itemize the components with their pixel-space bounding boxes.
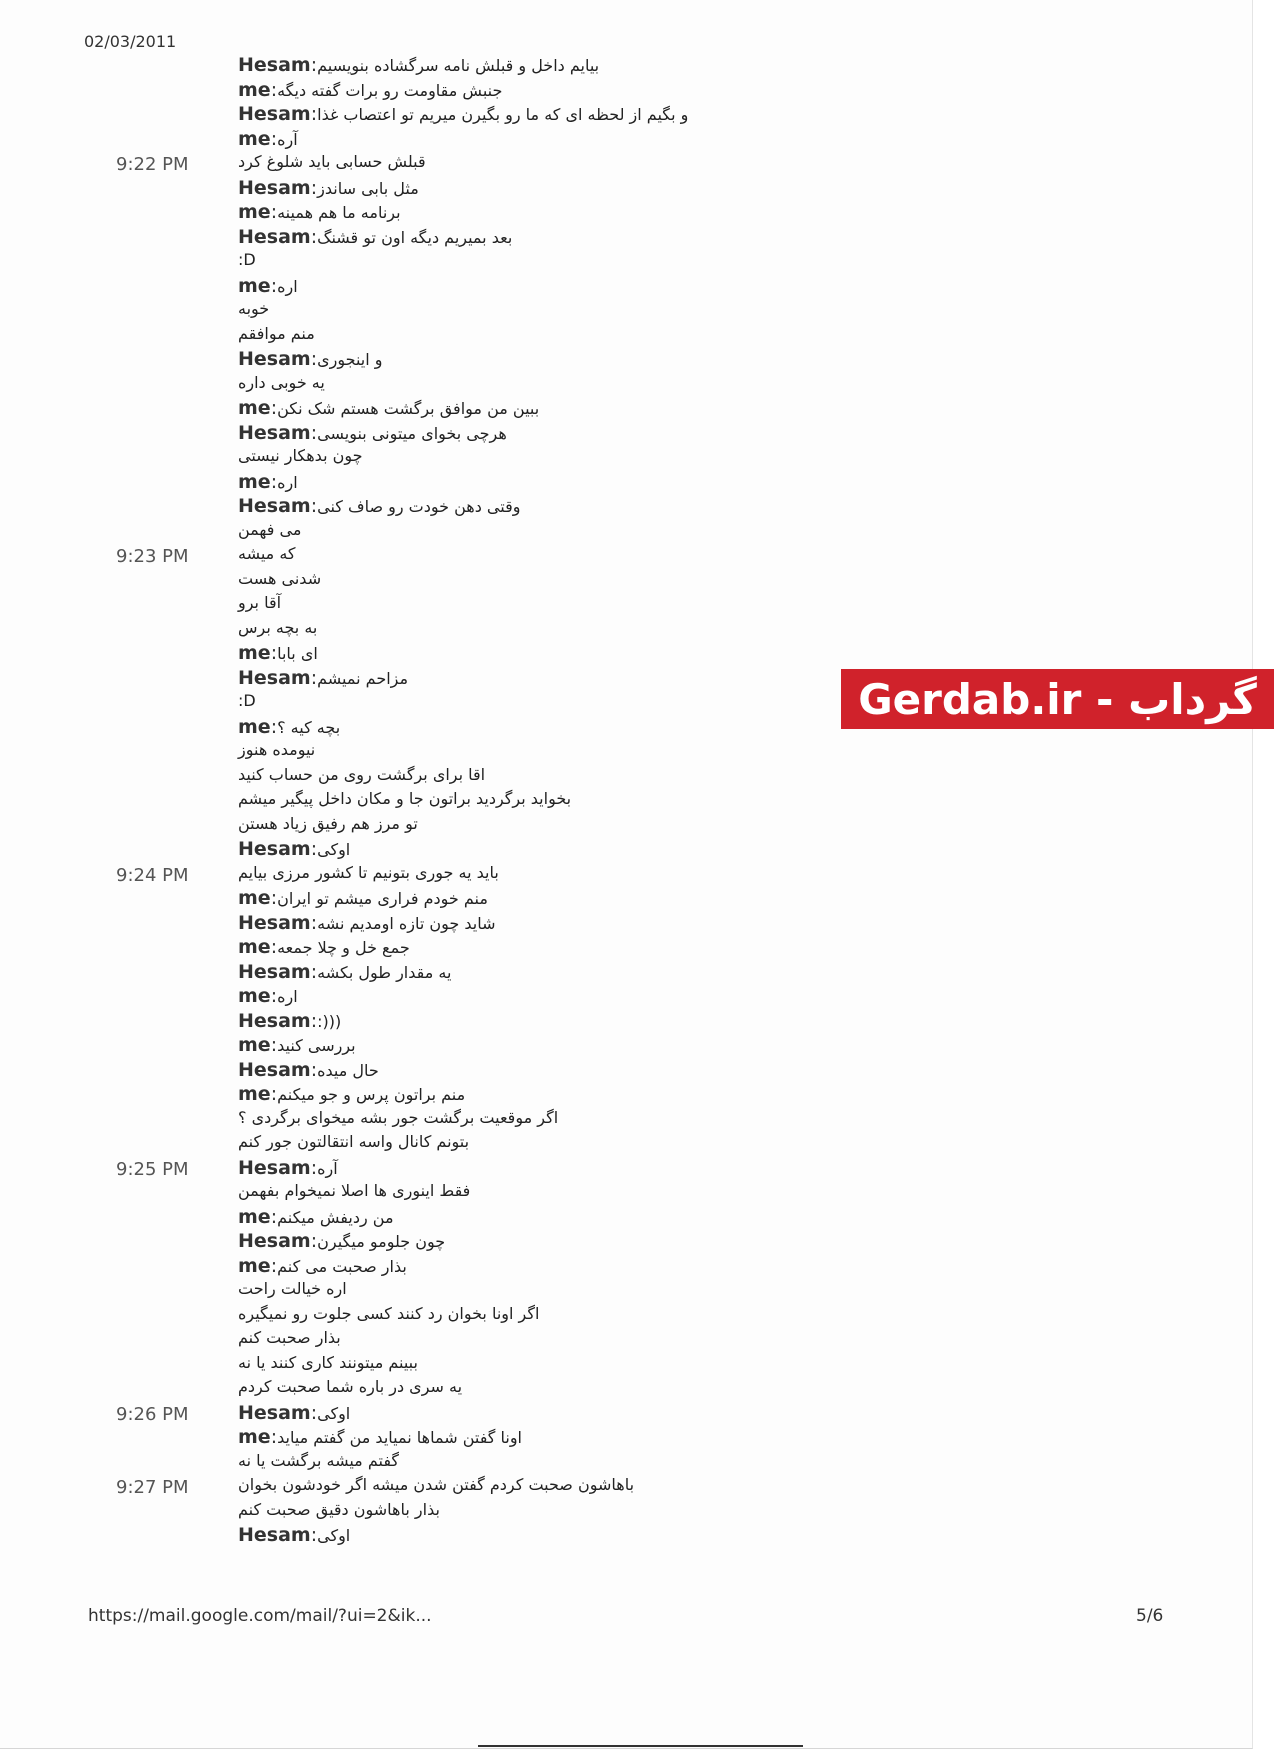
speaker-label: Hesam — [238, 348, 311, 370]
message-text: بذار صحبت کنم — [238, 1328, 341, 1347]
message-text: بخواید برگردید براتون جا و مکان داخل پیگیر میشم — [238, 789, 572, 808]
message-text: آقا برو — [238, 593, 282, 612]
chat-row — [0, 420, 760, 445]
message-line — [238, 201, 401, 223]
message-line — [238, 1402, 350, 1424]
chat-row — [0, 371, 760, 396]
chat-row — [0, 469, 760, 494]
speaker-label: Hesam — [238, 838, 311, 860]
speaker-name — [238, 1157, 317, 1179]
message-line — [238, 177, 419, 199]
speaker-colon: : — [270, 1034, 278, 1056]
message-text: و اینجوری — [317, 350, 383, 369]
message-line — [238, 838, 350, 860]
message-text: فقط اینوری ها اصلا نمیخوام بفهمن — [238, 1181, 471, 1200]
speaker-label: me — [238, 1034, 271, 1056]
chat-row — [0, 1155, 760, 1180]
speaker-name — [238, 642, 277, 664]
message-line — [238, 887, 488, 909]
speaker-label: me — [238, 397, 271, 419]
message-line — [238, 1157, 338, 1179]
speaker-label: me — [238, 715, 271, 738]
speaker-label: Hesam — [238, 103, 311, 125]
speaker-name — [238, 495, 317, 517]
speaker-label: Hesam — [238, 1009, 311, 1032]
speaker-name — [238, 397, 277, 419]
message-line — [238, 740, 315, 759]
message-line — [238, 422, 507, 444]
message-line — [238, 667, 408, 689]
speaker-label: me — [238, 1254, 271, 1277]
speaker-name — [238, 936, 277, 958]
page-date: 02/03/2011 — [84, 32, 177, 51]
speaker-name — [238, 1230, 317, 1252]
speaker-label: Hesam — [238, 960, 311, 983]
message-text: خوبه — [238, 299, 270, 318]
speaker-colon: : — [310, 54, 318, 76]
chat-row — [0, 493, 760, 518]
message-line — [238, 1255, 407, 1277]
message-text: اوکی — [317, 1526, 351, 1545]
chat-row — [0, 150, 760, 175]
message-text: تو مرز هم رفیق زیاد هستن — [238, 813, 418, 833]
speaker-label: Hesam — [238, 54, 311, 76]
speaker-name — [238, 1255, 277, 1277]
message-text: شدنی هست — [238, 568, 322, 588]
message-text: ببینم میتونند کاری کنند یا نه — [238, 1352, 418, 1372]
speaker-colon: : — [310, 176, 318, 199]
speaker-colon: : — [270, 642, 278, 664]
chat-row — [0, 983, 760, 1008]
message-line — [238, 1500, 440, 1519]
message-text: قبلش حسابی باید شلوغ کرد — [238, 152, 426, 171]
speaker-colon: : — [270, 1205, 278, 1228]
message-text: بعد بمیریم دیگه اون تو قشنگ — [317, 227, 513, 247]
speaker-label: Hesam — [238, 911, 311, 934]
message-line — [238, 446, 363, 465]
speaker-label: me — [238, 1205, 271, 1228]
message-text: اگر اونا بخوان رد کنند کسی جلوت رو نمیگیره — [238, 1303, 540, 1323]
speaker-name — [238, 912, 317, 934]
speaker-colon: : — [310, 225, 318, 248]
message-text: آره — [317, 1158, 338, 1178]
message-line — [238, 1328, 341, 1347]
message-line — [238, 1108, 558, 1127]
message-text: یه سری در باره شما صحبت کردم — [238, 1377, 463, 1396]
message-text: اره — [277, 987, 298, 1006]
message-line — [238, 1426, 522, 1448]
speaker-name — [238, 1426, 277, 1448]
message-line — [238, 1132, 469, 1151]
message-line — [238, 1083, 465, 1105]
message-line — [238, 912, 496, 934]
chat-row — [0, 322, 760, 347]
message-line — [238, 1451, 399, 1470]
chat-row — [0, 1277, 760, 1302]
message-text: شاید چون تازه اومدیم نشه — [317, 913, 496, 933]
speaker-label: me — [238, 642, 271, 664]
message-text: منم براتون پرس و جو میکنم — [277, 1085, 466, 1104]
speaker-label: Hesam — [238, 421, 311, 444]
message-text: به بچه برس — [238, 617, 318, 637]
message-line — [238, 618, 317, 637]
chat-row — [0, 861, 760, 886]
speaker-label: me — [238, 1426, 271, 1448]
message-text: من ردیفش میکنم — [277, 1207, 394, 1227]
scan-artifact-line — [478, 1745, 803, 1747]
speaker-name — [238, 985, 277, 1007]
message-line — [238, 1059, 379, 1081]
chat-row — [0, 1032, 760, 1057]
message-line — [238, 593, 281, 612]
chat-row — [0, 52, 760, 77]
chat-row — [0, 1424, 760, 1449]
message-line — [238, 814, 418, 833]
speaker-label: Hesam — [238, 176, 311, 199]
message-line — [238, 128, 298, 150]
message-text: ای بابا — [277, 644, 318, 663]
message-line — [238, 961, 451, 983]
message-line — [238, 79, 502, 101]
message-line — [238, 569, 321, 588]
message-line — [238, 789, 571, 808]
message-line — [238, 1181, 470, 1200]
speaker-colon: : — [310, 1009, 318, 1032]
chat-row — [0, 1130, 760, 1155]
message-text: اوکی — [317, 1403, 351, 1423]
speaker-name — [238, 201, 277, 223]
speaker-label: Hesam — [238, 225, 311, 248]
speaker-label: Hesam — [238, 1401, 311, 1424]
message-text: بیایم داخل و قبلش نامه سرگشاده بنویسیم — [317, 56, 600, 75]
speaker-colon: : — [310, 960, 318, 983]
speaker-colon: : — [270, 127, 278, 150]
message-text: اوکی — [317, 840, 351, 859]
gerdab-watermark: Gerdab.ir - گرداب — [841, 669, 1274, 729]
speaker-name — [238, 838, 317, 860]
message-line — [238, 1304, 539, 1323]
message-text: اگر موقعیت برگشت جور بشه میخوای برگردی ؟ — [238, 1107, 559, 1127]
message-text: یه خوبی داره — [238, 372, 325, 392]
speaker-label: me — [238, 985, 271, 1007]
message-text: بررسی کنید — [277, 1036, 356, 1055]
speaker-colon: : — [270, 274, 278, 297]
message-line — [238, 250, 256, 269]
chat-row — [0, 199, 760, 224]
message-line — [238, 863, 499, 882]
speaker-name — [238, 716, 277, 738]
chat-row — [0, 714, 760, 739]
message-line — [238, 520, 301, 539]
speaker-colon: : — [310, 103, 318, 125]
speaker-colon: : — [270, 78, 278, 101]
message-text: :D — [238, 691, 256, 710]
chat-row — [0, 1106, 760, 1131]
message-text: ببین من موافق برگشت هستم شک نکن — [277, 399, 540, 418]
speaker-colon: : — [310, 1401, 318, 1424]
speaker-label: Hesam — [238, 666, 311, 689]
speaker-label: me — [238, 127, 271, 150]
chat-row — [0, 273, 760, 298]
speaker-label: Hesam — [238, 495, 311, 517]
chat-row — [0, 1375, 760, 1400]
message-text: بذار باهاشون دقیق صحبت کنم — [238, 1499, 440, 1519]
message-line — [238, 691, 256, 710]
chat-row — [0, 248, 760, 273]
speaker-name — [238, 887, 277, 909]
message-line — [238, 1475, 634, 1494]
speaker-label: Hesam — [238, 1230, 311, 1252]
message-line — [238, 495, 520, 517]
speaker-colon: : — [270, 985, 278, 1007]
chat-row — [0, 567, 760, 592]
message-text: برنامه ما هم همینه — [277, 203, 401, 222]
message-line — [238, 1377, 462, 1396]
message-text: می فهمن — [238, 519, 302, 539]
message-text: اره خیالت راحت — [238, 1279, 347, 1298]
chat-row — [0, 1400, 760, 1425]
message-line — [238, 348, 383, 370]
speaker-name — [238, 1083, 277, 1105]
chat-row — [0, 1008, 760, 1033]
message-text: که میشه — [238, 544, 296, 563]
chat-row — [0, 518, 760, 543]
speaker-name — [238, 79, 277, 101]
chat-row — [0, 665, 760, 690]
speaker-colon: : — [270, 887, 278, 909]
speaker-colon: : — [310, 838, 318, 860]
speaker-colon: : — [310, 1058, 318, 1081]
chat-row — [0, 1253, 760, 1278]
speaker-name — [238, 54, 317, 76]
message-line — [238, 1230, 445, 1252]
chat-row — [0, 542, 760, 567]
chat-row — [0, 77, 760, 102]
message-line — [238, 765, 485, 784]
message-line — [238, 397, 539, 419]
speaker-colon: : — [270, 1254, 278, 1277]
message-text: جنبش مقاومت رو برات گفته دیگه — [277, 80, 503, 100]
chat-row — [0, 346, 760, 371]
speaker-label: me — [238, 470, 271, 493]
speaker-label: me — [238, 201, 271, 223]
timestamp: 9:27 PM — [116, 1477, 189, 1498]
chat-row — [0, 1473, 760, 1498]
speaker-name — [238, 275, 277, 297]
message-text: چون جلومو میگیرن — [317, 1232, 446, 1251]
message-line — [238, 544, 296, 563]
speaker-label: me — [238, 1083, 271, 1105]
speaker-label: me — [238, 274, 271, 297]
speaker-colon: : — [310, 911, 318, 934]
chat-row — [0, 1326, 760, 1351]
message-line — [238, 1524, 350, 1546]
message-line — [238, 1279, 347, 1298]
message-text: اره — [277, 276, 298, 296]
chat-row — [0, 444, 760, 469]
footer-page-number: 5/6 — [1136, 1606, 1164, 1626]
chat-row — [0, 738, 760, 763]
speaker-colon: : — [270, 470, 278, 493]
message-text: آره — [277, 129, 298, 149]
speaker-colon: : — [270, 1083, 278, 1105]
speaker-label: Hesam — [238, 1156, 311, 1179]
message-text: منم موافقم — [238, 323, 315, 343]
chat-row — [0, 1081, 760, 1106]
message-text: بتونم کانال واسه انتقالتون جور کنم — [238, 1132, 470, 1151]
message-line — [238, 1206, 394, 1228]
chat-row — [0, 175, 760, 200]
chat-row — [0, 1449, 760, 1474]
speaker-colon: : — [310, 666, 318, 689]
timestamp: 9:25 PM — [116, 1158, 189, 1180]
timestamp: 9:23 PM — [116, 546, 189, 567]
chat-row — [0, 297, 760, 322]
message-line — [238, 985, 298, 1007]
message-text: هرچی بخوای میتونی بنویسی — [317, 423, 507, 443]
chat-row — [0, 1522, 760, 1547]
speaker-name — [238, 422, 317, 444]
message-line — [238, 1010, 341, 1032]
speaker-name — [238, 961, 317, 983]
message-line — [238, 226, 512, 248]
speaker-colon: : — [310, 1524, 318, 1546]
speaker-label: Hesam — [238, 1058, 311, 1081]
chat-row — [0, 395, 760, 420]
timestamp: 9:22 PM — [116, 154, 189, 175]
speaker-name — [238, 128, 277, 150]
speaker-label: me — [238, 78, 271, 101]
message-line — [238, 716, 340, 738]
speaker-colon: : — [310, 348, 318, 370]
speaker-label: me — [238, 887, 271, 909]
message-line — [238, 1353, 418, 1372]
message-line — [238, 152, 426, 171]
chat-row — [0, 689, 760, 714]
chat-row — [0, 1204, 760, 1229]
speaker-colon: : — [270, 201, 278, 223]
speaker-colon: : — [270, 936, 278, 958]
chat-row — [0, 591, 760, 616]
message-text: باهاشون صحبت کردم گفتن شدن میشه اگر خودشون بخوان — [238, 1475, 635, 1494]
chat-row — [0, 910, 760, 935]
message-text: گفتم میشه برگشت یا نه — [238, 1450, 400, 1470]
message-text: حال میده — [317, 1060, 379, 1080]
message-text: :D — [238, 250, 256, 269]
speaker-name — [238, 1402, 317, 1424]
message-text: مزاحم نمیشم — [317, 668, 409, 688]
message-text: بذار صحبت می کنم — [277, 1256, 407, 1276]
timestamp: 9:26 PM — [116, 1403, 189, 1425]
speaker-colon: : — [270, 397, 278, 419]
speaker-name — [238, 226, 317, 248]
speaker-name — [238, 1010, 317, 1032]
message-line — [238, 642, 318, 664]
message-text: منم خودم فراری میشم تو ایران — [277, 889, 488, 908]
chat-transcript — [0, 52, 760, 1547]
speaker-colon: : — [310, 1230, 318, 1252]
speaker-colon: : — [310, 495, 318, 517]
speaker-name — [238, 1206, 277, 1228]
speaker-label: Hesam — [238, 1524, 311, 1546]
message-text: بچه کیه ؟ — [277, 717, 341, 737]
message-text: نیومده هنوز — [238, 740, 316, 759]
chat-row — [0, 959, 760, 984]
message-text: و بگیم از لحظه ای که ما رو بگیرن میریم تو اعتصاب غذا — [317, 105, 689, 124]
chat-row — [0, 1179, 760, 1204]
message-text: یه مقدار طول بکشه — [317, 962, 452, 982]
chat-row — [0, 640, 760, 665]
message-text: باید یه جوری بتونیم تا کشور مرزی بیایم — [238, 862, 499, 882]
message-line — [238, 275, 298, 297]
chat-row — [0, 812, 760, 837]
message-text: :))) — [317, 1011, 342, 1031]
message-line — [238, 373, 325, 392]
chat-row — [0, 224, 760, 249]
speaker-name — [238, 348, 317, 370]
chat-row — [0, 1057, 760, 1082]
speaker-name — [238, 1524, 317, 1546]
chat-row — [0, 616, 760, 641]
chat-row — [0, 101, 760, 126]
chat-row — [0, 885, 760, 910]
message-line — [238, 299, 269, 318]
chat-row — [0, 1302, 760, 1327]
message-text: اونا گفتن شماها نمیاید من گفتم میاید — [277, 1428, 522, 1447]
chat-row — [0, 763, 760, 788]
chat-row — [0, 126, 760, 151]
message-line — [238, 936, 410, 958]
message-text: وقتی دهن خودت رو صاف کنی — [317, 497, 521, 516]
message-text: اره — [277, 472, 298, 492]
chat-row — [0, 1351, 760, 1376]
message-text: مثل بابی ساندز — [317, 178, 419, 198]
speaker-colon: : — [310, 421, 318, 444]
speaker-name — [238, 103, 317, 125]
speaker-name — [238, 177, 317, 199]
footer-url: https://mail.google.com/mail/?ui=2&ik... — [88, 1606, 432, 1626]
message-text: اقا برای برگشت روی من حساب کنید — [238, 764, 486, 784]
speaker-name — [238, 1059, 317, 1081]
message-line — [238, 324, 315, 343]
message-line — [238, 471, 298, 493]
speaker-name — [238, 1034, 277, 1056]
speaker-colon: : — [270, 715, 278, 738]
message-line — [238, 54, 599, 76]
speaker-colon: : — [270, 1426, 278, 1448]
message-line — [238, 1034, 356, 1056]
chat-row — [0, 934, 760, 959]
timestamp: 9:24 PM — [116, 864, 189, 886]
chat-row — [0, 787, 760, 812]
message-text: جمع خل و چلا جمعه — [277, 938, 410, 957]
speaker-label: me — [238, 936, 271, 958]
message-line — [238, 103, 688, 125]
speaker-name — [238, 667, 317, 689]
message-text: چون بدهکار نیستی — [238, 446, 363, 465]
chat-row — [0, 836, 760, 861]
speaker-name — [238, 471, 277, 493]
chat-row — [0, 1498, 760, 1523]
speaker-colon: : — [310, 1156, 318, 1179]
chat-row — [0, 1228, 760, 1253]
